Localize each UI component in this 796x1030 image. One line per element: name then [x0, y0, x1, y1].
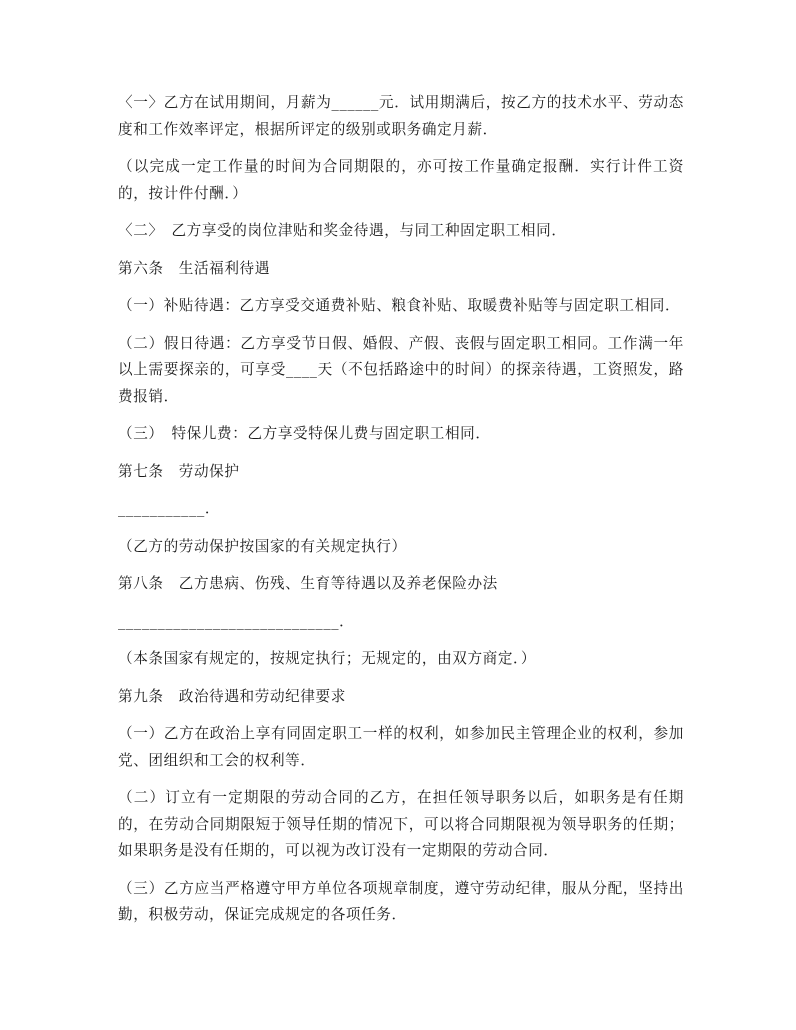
paragraph-leadership-term: （二）订立有一定期限的劳动合同的乙方，在担任领导职务以后，如职务是有任期的，在劳动合同期限短于领导任期的情况下，可以将合同期限视为领导职务的任期；如果职务是没有任期的，可以视为改订没有一定期限的劳动合同．	[118, 789, 684, 859]
document-page	[118, 90, 684, 940]
article-6-heading: 第六条 生活福利待遇	[118, 259, 270, 277]
article-9-heading: 第九条 政治待遇和劳动纪律要求	[118, 687, 346, 705]
blank-line-labor-protection: ___________．	[118, 500, 221, 517]
paragraph-holiday: （二）假日待遇：乙方享受节日假、婚假、产假、丧假与固定职工相同。工作满一年以上需要探亲的，可享受____天（不包括路途中的时间）的探亲待遇，工资照发，路费报销．	[118, 334, 684, 405]
paragraph-allowance: 〈二〉 乙方享受的岗位津贴和奖金待遇，与同工种固定职工相同．	[118, 222, 567, 239]
paragraph-labor-protection-note: （乙方的劳动保护按国家的有关规定执行）	[118, 537, 407, 555]
article-7-heading: 第七条 劳动保护	[118, 462, 240, 480]
blank-line-insurance: ____________________________．	[118, 612, 355, 630]
paragraph-probation-salary: 〈一〉乙方在试用期间，月薪为______元．试用期满后，按乙方的技术水平、劳动态度和工作效率评定，根据所评定的级别或职务确定月薪．	[118, 94, 684, 138]
paragraph-political-rights: （一）乙方在政治上享有同固定职工一样的权利，如参加民主管理企业的权利，参加党、团组织和工会的权利等．	[118, 725, 684, 769]
paragraph-insurance-note: （本条国家有规定的，按规定执行；无规定的，由双方商定．）	[118, 650, 537, 667]
paragraph-discipline: （三）乙方应当严格遵守甲方单位各项规章制度，遵守劳动纪律，服从分配，坚持出勤，积极劳动，保证完成规定的各项任务．	[118, 879, 684, 923]
paragraph-subsidy: （一）补贴待遇：乙方享受交通费补贴、粮食补贴、取暖费补贴等与固定职工相同．	[118, 297, 681, 314]
article-8-heading: 第八条 乙方患病、伤残、生育等待遇以及养老保险办法	[118, 575, 498, 592]
paragraph-piecework-note: （以完成一定工作量的时间为合同期限的，亦可按工作量确定报酬．实行计件工资的，按计件付酬．）	[118, 158, 684, 202]
paragraph-child-care: （三） 特保儿费：乙方享受特保儿费与固定职工相同．	[118, 425, 491, 442]
